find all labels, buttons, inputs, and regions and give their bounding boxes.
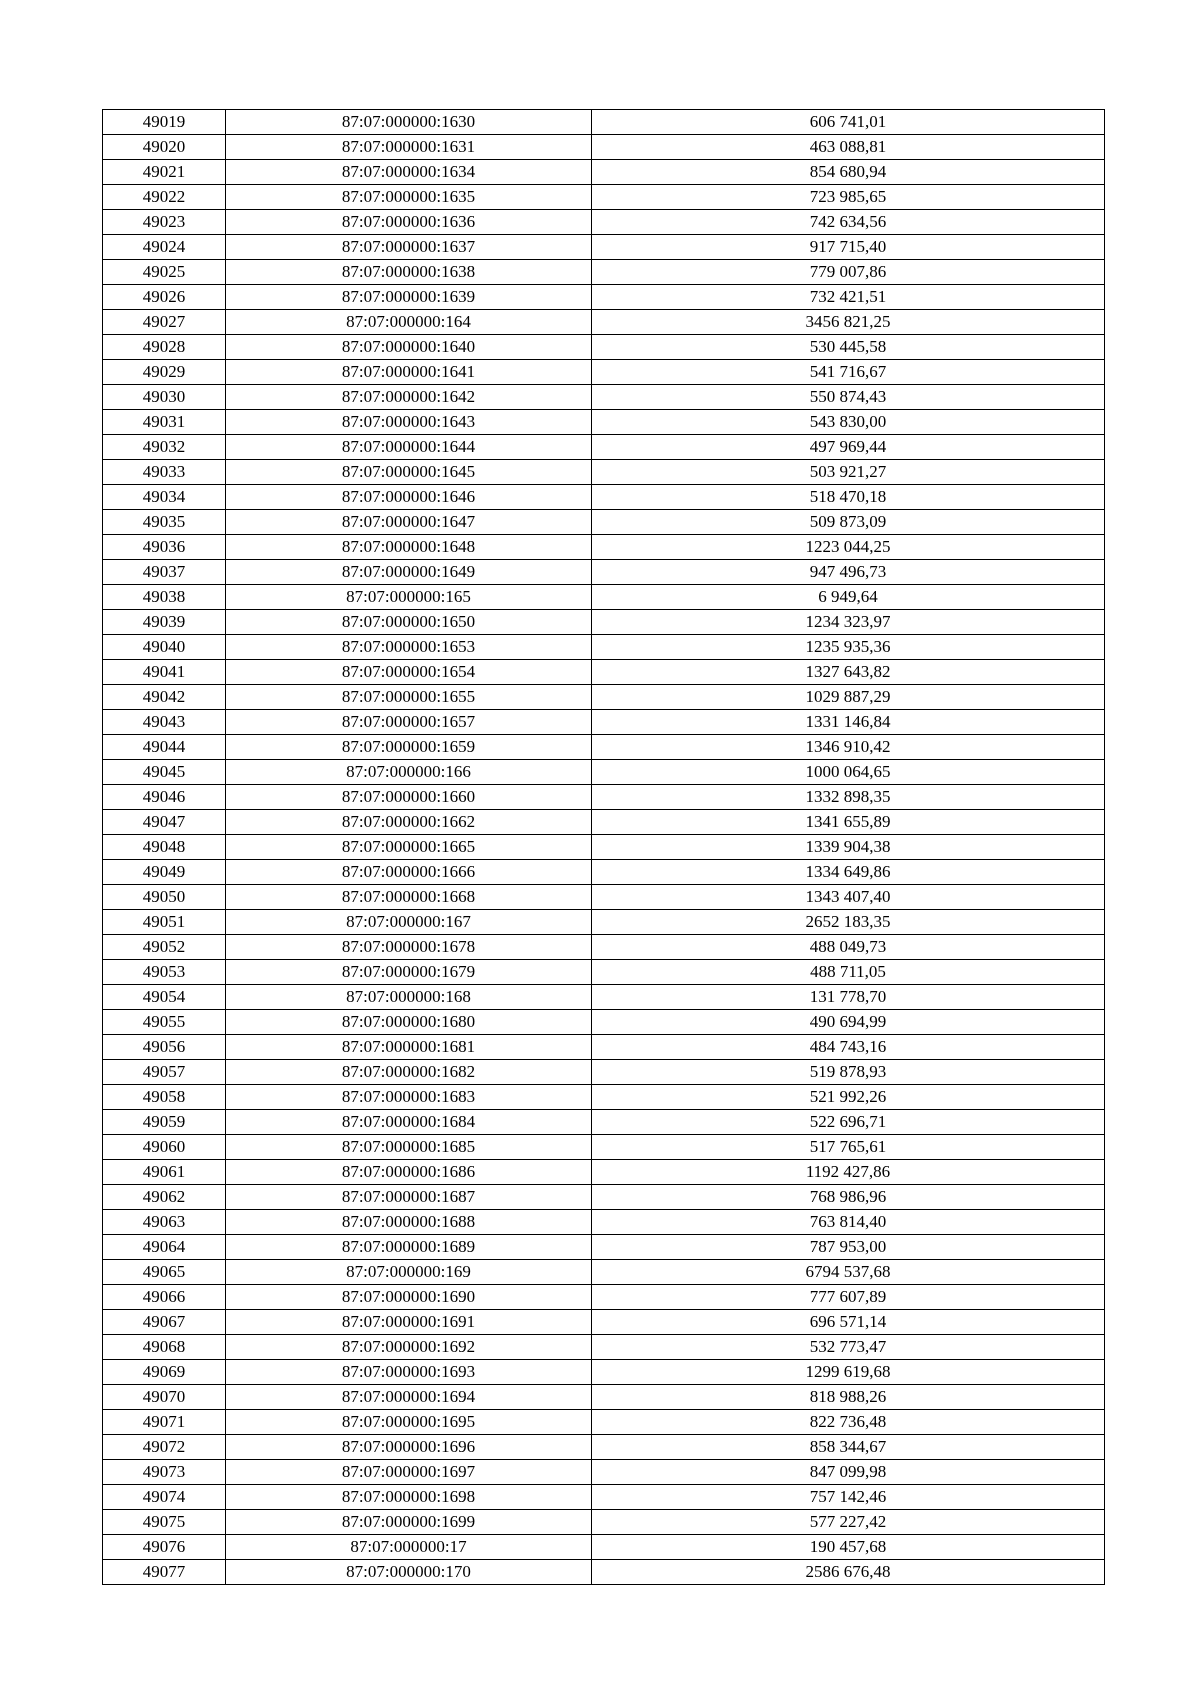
cadastral-number-cell: 87:07:000000:165 bbox=[226, 585, 592, 610]
row-number-cell: 49064 bbox=[103, 1235, 226, 1260]
row-number-cell: 49021 bbox=[103, 160, 226, 185]
row-number-cell: 49057 bbox=[103, 1060, 226, 1085]
cadastral-value-cell: 518 470,18 bbox=[592, 485, 1105, 510]
row-number-cell: 49063 bbox=[103, 1210, 226, 1235]
row-number-cell: 49071 bbox=[103, 1410, 226, 1435]
row-number-cell: 49042 bbox=[103, 685, 226, 710]
cadastral-value-cell: 530 445,58 bbox=[592, 335, 1105, 360]
table-row bbox=[103, 435, 1105, 460]
table-row bbox=[103, 1335, 1105, 1360]
table-row bbox=[103, 960, 1105, 985]
cadastral-number-cell: 87:07:000000:1694 bbox=[226, 1385, 592, 1410]
cadastral-value-cell: 1235 935,36 bbox=[592, 635, 1105, 660]
cadastral-number-cell: 87:07:000000:1642 bbox=[226, 385, 592, 410]
cadastral-number-cell: 87:07:000000:167 bbox=[226, 910, 592, 935]
cadastral-number-cell: 87:07:000000:1699 bbox=[226, 1510, 592, 1535]
row-number-cell: 49076 bbox=[103, 1535, 226, 1560]
cadastral-value-cell: 732 421,51 bbox=[592, 285, 1105, 310]
table-row bbox=[103, 1510, 1105, 1535]
row-number-cell: 49037 bbox=[103, 560, 226, 585]
table-row bbox=[103, 360, 1105, 385]
row-number-cell: 49046 bbox=[103, 785, 226, 810]
cadastral-value-cell: 190 457,68 bbox=[592, 1535, 1105, 1560]
row-number-cell: 49060 bbox=[103, 1135, 226, 1160]
table-row bbox=[103, 1085, 1105, 1110]
table-row bbox=[103, 985, 1105, 1010]
cadastral-number-cell: 87:07:000000:1693 bbox=[226, 1360, 592, 1385]
cadastral-value-cell: 723 985,65 bbox=[592, 185, 1105, 210]
cadastral-value-cell: 763 814,40 bbox=[592, 1210, 1105, 1235]
table-row bbox=[103, 1360, 1105, 1385]
row-number-cell: 49022 bbox=[103, 185, 226, 210]
row-number-cell: 49045 bbox=[103, 760, 226, 785]
cadastral-number-cell: 87:07:000000:1645 bbox=[226, 460, 592, 485]
cadastral-number-cell: 87:07:000000:169 bbox=[226, 1260, 592, 1285]
cadastral-number-cell: 87:07:000000:1681 bbox=[226, 1035, 592, 1060]
cadastral-value-cell: 854 680,94 bbox=[592, 160, 1105, 185]
table-row bbox=[103, 1560, 1105, 1585]
cadastral-value-cell: 847 099,98 bbox=[592, 1460, 1105, 1485]
table-row bbox=[103, 1260, 1105, 1285]
table-row bbox=[103, 1535, 1105, 1560]
cadastral-value-cell: 484 743,16 bbox=[592, 1035, 1105, 1060]
table-row bbox=[103, 585, 1105, 610]
table-row bbox=[103, 335, 1105, 360]
cadastral-value-cell: 6794 537,68 bbox=[592, 1260, 1105, 1285]
table-row bbox=[103, 1235, 1105, 1260]
cadastral-number-cell: 87:07:000000:164 bbox=[226, 310, 592, 335]
cadastral-value-cell: 490 694,99 bbox=[592, 1010, 1105, 1035]
table-row bbox=[103, 860, 1105, 885]
cadastral-number-cell: 87:07:000000:168 bbox=[226, 985, 592, 1010]
row-number-cell: 49049 bbox=[103, 860, 226, 885]
cadastral-value-cell: 1029 887,29 bbox=[592, 685, 1105, 710]
table-row bbox=[103, 1285, 1105, 1310]
table-row bbox=[103, 210, 1105, 235]
cadastral-value-cell: 1332 898,35 bbox=[592, 785, 1105, 810]
cadastral-value-cell: 1299 619,68 bbox=[592, 1360, 1105, 1385]
row-number-cell: 49067 bbox=[103, 1310, 226, 1335]
cadastral-number-cell: 87:07:000000:1641 bbox=[226, 360, 592, 385]
table-row bbox=[103, 635, 1105, 660]
cadastral-number-cell: 87:07:000000:1630 bbox=[226, 110, 592, 135]
cadastral-number-cell: 87:07:000000:1666 bbox=[226, 860, 592, 885]
row-number-cell: 49038 bbox=[103, 585, 226, 610]
table-row bbox=[103, 1060, 1105, 1085]
row-number-cell: 49062 bbox=[103, 1185, 226, 1210]
cadastral-number-cell: 87:07:000000:1646 bbox=[226, 485, 592, 510]
cadastral-value-cell: 696 571,14 bbox=[592, 1310, 1105, 1335]
cadastral-value-cell: 1341 655,89 bbox=[592, 810, 1105, 835]
cadastral-number-cell: 87:07:000000:1638 bbox=[226, 260, 592, 285]
cadastral-value-cell: 497 969,44 bbox=[592, 435, 1105, 460]
cadastral-number-cell: 87:07:000000:1637 bbox=[226, 235, 592, 260]
cadastral-value-cell: 818 988,26 bbox=[592, 1385, 1105, 1410]
cadastral-value-cell: 779 007,86 bbox=[592, 260, 1105, 285]
cadastral-value-cell: 917 715,40 bbox=[592, 235, 1105, 260]
cadastral-number-cell: 87:07:000000:166 bbox=[226, 760, 592, 785]
cadastral-value-cell: 787 953,00 bbox=[592, 1235, 1105, 1260]
table-body bbox=[103, 110, 1105, 1585]
row-number-cell: 49077 bbox=[103, 1560, 226, 1585]
cadastral-value-cell: 550 874,43 bbox=[592, 385, 1105, 410]
table-row bbox=[103, 1035, 1105, 1060]
table-row bbox=[103, 560, 1105, 585]
row-number-cell: 49025 bbox=[103, 260, 226, 285]
cadastral-value-cell: 463 088,81 bbox=[592, 135, 1105, 160]
row-number-cell: 49034 bbox=[103, 485, 226, 510]
cadastral-number-cell: 87:07:000000:1644 bbox=[226, 435, 592, 460]
cadastral-value-cell: 1327 643,82 bbox=[592, 660, 1105, 685]
cadastral-number-cell: 87:07:000000:1684 bbox=[226, 1110, 592, 1135]
table-row bbox=[103, 110, 1105, 135]
table-row bbox=[103, 535, 1105, 560]
table-row bbox=[103, 685, 1105, 710]
row-number-cell: 49069 bbox=[103, 1360, 226, 1385]
cadastral-number-cell: 87:07:000000:1689 bbox=[226, 1235, 592, 1260]
row-number-cell: 49055 bbox=[103, 1010, 226, 1035]
cadastral-value-cell: 503 921,27 bbox=[592, 460, 1105, 485]
row-number-cell: 49041 bbox=[103, 660, 226, 685]
cadastral-number-cell: 87:07:000000:1660 bbox=[226, 785, 592, 810]
cadastral-value-cell: 1000 064,65 bbox=[592, 760, 1105, 785]
cadastral-value-cell: 3456 821,25 bbox=[592, 310, 1105, 335]
cadastral-value-cell: 543 830,00 bbox=[592, 410, 1105, 435]
cadastral-number-cell: 87:07:000000:1687 bbox=[226, 1185, 592, 1210]
table-row bbox=[103, 735, 1105, 760]
table-row bbox=[103, 810, 1105, 835]
cadastral-value-cell: 6 949,64 bbox=[592, 585, 1105, 610]
cadastral-value-cell: 488 711,05 bbox=[592, 960, 1105, 985]
cadastral-value-cell: 757 142,46 bbox=[592, 1485, 1105, 1510]
table-row bbox=[103, 1110, 1105, 1135]
cadastral-number-cell: 87:07:000000:1636 bbox=[226, 210, 592, 235]
cadastral-number-cell: 87:07:000000:1679 bbox=[226, 960, 592, 985]
table-row bbox=[103, 1485, 1105, 1510]
table-row bbox=[103, 935, 1105, 960]
cadastral-value-table bbox=[102, 109, 1105, 1585]
cadastral-number-cell: 87:07:000000:1686 bbox=[226, 1160, 592, 1185]
table-row bbox=[103, 1385, 1105, 1410]
row-number-cell: 49019 bbox=[103, 110, 226, 135]
cadastral-value-cell: 1339 904,38 bbox=[592, 835, 1105, 860]
cadastral-value-cell: 777 607,89 bbox=[592, 1285, 1105, 1310]
cadastral-number-cell: 87:07:000000:1692 bbox=[226, 1335, 592, 1360]
table-row bbox=[103, 885, 1105, 910]
row-number-cell: 49070 bbox=[103, 1385, 226, 1410]
cadastral-number-cell: 87:07:000000:1680 bbox=[226, 1010, 592, 1035]
row-number-cell: 49020 bbox=[103, 135, 226, 160]
cadastral-number-cell: 87:07:000000:1698 bbox=[226, 1485, 592, 1510]
table-row bbox=[103, 1435, 1105, 1460]
cadastral-number-cell: 87:07:000000:1639 bbox=[226, 285, 592, 310]
cadastral-number-cell: 87:07:000000:17 bbox=[226, 1535, 592, 1560]
row-number-cell: 49051 bbox=[103, 910, 226, 935]
cadastral-number-cell: 87:07:000000:1655 bbox=[226, 685, 592, 710]
table-row bbox=[103, 660, 1105, 685]
table-row bbox=[103, 835, 1105, 860]
row-number-cell: 49047 bbox=[103, 810, 226, 835]
row-number-cell: 49050 bbox=[103, 885, 226, 910]
cadastral-value-cell: 822 736,48 bbox=[592, 1410, 1105, 1435]
cadastral-number-cell: 87:07:000000:1640 bbox=[226, 335, 592, 360]
table-row bbox=[103, 235, 1105, 260]
row-number-cell: 49032 bbox=[103, 435, 226, 460]
cadastral-number-cell: 87:07:000000:1688 bbox=[226, 1210, 592, 1235]
row-number-cell: 49024 bbox=[103, 235, 226, 260]
row-number-cell: 49054 bbox=[103, 985, 226, 1010]
table-row bbox=[103, 260, 1105, 285]
row-number-cell: 49027 bbox=[103, 310, 226, 335]
cadastral-number-cell: 87:07:000000:1685 bbox=[226, 1135, 592, 1160]
row-number-cell: 49075 bbox=[103, 1510, 226, 1535]
table-row bbox=[103, 160, 1105, 185]
table-row bbox=[103, 410, 1105, 435]
cadastral-number-cell: 87:07:000000:1682 bbox=[226, 1060, 592, 1085]
cadastral-value-cell: 577 227,42 bbox=[592, 1510, 1105, 1535]
table-row bbox=[103, 1135, 1105, 1160]
row-number-cell: 49026 bbox=[103, 285, 226, 310]
table-row bbox=[103, 1010, 1105, 1035]
cadastral-number-cell: 87:07:000000:1631 bbox=[226, 135, 592, 160]
cadastral-number-cell: 87:07:000000:1662 bbox=[226, 810, 592, 835]
row-number-cell: 49036 bbox=[103, 535, 226, 560]
cadastral-value-cell: 1343 407,40 bbox=[592, 885, 1105, 910]
cadastral-number-cell: 87:07:000000:1647 bbox=[226, 510, 592, 535]
cadastral-number-cell: 87:07:000000:1678 bbox=[226, 935, 592, 960]
cadastral-value-cell: 1223 044,25 bbox=[592, 535, 1105, 560]
cadastral-number-cell: 87:07:000000:170 bbox=[226, 1560, 592, 1585]
cadastral-number-cell: 87:07:000000:1695 bbox=[226, 1410, 592, 1435]
row-number-cell: 49039 bbox=[103, 610, 226, 635]
cadastral-value-cell: 1192 427,86 bbox=[592, 1160, 1105, 1185]
cadastral-number-cell: 87:07:000000:1668 bbox=[226, 885, 592, 910]
row-number-cell: 49059 bbox=[103, 1110, 226, 1135]
row-number-cell: 49073 bbox=[103, 1460, 226, 1485]
table-row bbox=[103, 460, 1105, 485]
cadastral-number-cell: 87:07:000000:1649 bbox=[226, 560, 592, 585]
cadastral-number-cell: 87:07:000000:1657 bbox=[226, 710, 592, 735]
row-number-cell: 49072 bbox=[103, 1435, 226, 1460]
cadastral-value-cell: 541 716,67 bbox=[592, 360, 1105, 385]
row-number-cell: 49056 bbox=[103, 1035, 226, 1060]
cadastral-number-cell: 87:07:000000:1650 bbox=[226, 610, 592, 635]
table-row bbox=[103, 1310, 1105, 1335]
cadastral-value-cell: 947 496,73 bbox=[592, 560, 1105, 585]
cadastral-number-cell: 87:07:000000:1635 bbox=[226, 185, 592, 210]
row-number-cell: 49033 bbox=[103, 460, 226, 485]
cadastral-value-cell: 131 778,70 bbox=[592, 985, 1105, 1010]
cadastral-value-cell: 858 344,67 bbox=[592, 1435, 1105, 1460]
cadastral-number-cell: 87:07:000000:1659 bbox=[226, 735, 592, 760]
cadastral-value-cell: 532 773,47 bbox=[592, 1335, 1105, 1360]
table-row bbox=[103, 785, 1105, 810]
cadastral-value-cell: 742 634,56 bbox=[592, 210, 1105, 235]
cadastral-number-cell: 87:07:000000:1653 bbox=[226, 635, 592, 660]
cadastral-value-cell: 1334 649,86 bbox=[592, 860, 1105, 885]
row-number-cell: 49053 bbox=[103, 960, 226, 985]
cadastral-value-cell: 2652 183,35 bbox=[592, 910, 1105, 935]
table-row bbox=[103, 510, 1105, 535]
cadastral-number-cell: 87:07:000000:1690 bbox=[226, 1285, 592, 1310]
row-number-cell: 49052 bbox=[103, 935, 226, 960]
row-number-cell: 49048 bbox=[103, 835, 226, 860]
row-number-cell: 49035 bbox=[103, 510, 226, 535]
table-row bbox=[103, 1185, 1105, 1210]
cadastral-value-cell: 519 878,93 bbox=[592, 1060, 1105, 1085]
cadastral-value-cell: 1234 323,97 bbox=[592, 610, 1105, 635]
cadastral-number-cell: 87:07:000000:1697 bbox=[226, 1460, 592, 1485]
cadastral-number-cell: 87:07:000000:1634 bbox=[226, 160, 592, 185]
row-number-cell: 49043 bbox=[103, 710, 226, 735]
cadastral-number-cell: 87:07:000000:1643 bbox=[226, 410, 592, 435]
cadastral-number-cell: 87:07:000000:1683 bbox=[226, 1085, 592, 1110]
cadastral-value-cell: 2586 676,48 bbox=[592, 1560, 1105, 1585]
cadastral-value-cell: 1331 146,84 bbox=[592, 710, 1105, 735]
table-row bbox=[103, 1410, 1105, 1435]
row-number-cell: 49031 bbox=[103, 410, 226, 435]
row-number-cell: 49068 bbox=[103, 1335, 226, 1360]
table-row bbox=[103, 310, 1105, 335]
cadastral-number-cell: 87:07:000000:1654 bbox=[226, 660, 592, 685]
table-row bbox=[103, 485, 1105, 510]
table-row bbox=[103, 1460, 1105, 1485]
table-row bbox=[103, 285, 1105, 310]
table-row bbox=[103, 910, 1105, 935]
row-number-cell: 49058 bbox=[103, 1085, 226, 1110]
row-number-cell: 49061 bbox=[103, 1160, 226, 1185]
row-number-cell: 49023 bbox=[103, 210, 226, 235]
cadastral-value-cell: 521 992,26 bbox=[592, 1085, 1105, 1110]
row-number-cell: 49065 bbox=[103, 1260, 226, 1285]
cadastral-value-cell: 488 049,73 bbox=[592, 935, 1105, 960]
table-row bbox=[103, 610, 1105, 635]
table-row bbox=[103, 760, 1105, 785]
row-number-cell: 49029 bbox=[103, 360, 226, 385]
cadastral-value-cell: 768 986,96 bbox=[592, 1185, 1105, 1210]
table-row bbox=[103, 1210, 1105, 1235]
cadastral-number-cell: 87:07:000000:1696 bbox=[226, 1435, 592, 1460]
row-number-cell: 49066 bbox=[103, 1285, 226, 1310]
row-number-cell: 49074 bbox=[103, 1485, 226, 1510]
cadastral-value-cell: 606 741,01 bbox=[592, 110, 1105, 135]
cadastral-number-cell: 87:07:000000:1648 bbox=[226, 535, 592, 560]
cadastral-number-cell: 87:07:000000:1665 bbox=[226, 835, 592, 860]
table-row bbox=[103, 710, 1105, 735]
table-row bbox=[103, 385, 1105, 410]
cadastral-number-cell: 87:07:000000:1691 bbox=[226, 1310, 592, 1335]
cadastral-value-cell: 509 873,09 bbox=[592, 510, 1105, 535]
row-number-cell: 49028 bbox=[103, 335, 226, 360]
table-row bbox=[103, 1160, 1105, 1185]
cadastral-value-cell: 1346 910,42 bbox=[592, 735, 1105, 760]
row-number-cell: 49040 bbox=[103, 635, 226, 660]
cadastral-value-cell: 517 765,61 bbox=[592, 1135, 1105, 1160]
row-number-cell: 49044 bbox=[103, 735, 226, 760]
table-row bbox=[103, 185, 1105, 210]
row-number-cell: 49030 bbox=[103, 385, 226, 410]
table-row bbox=[103, 135, 1105, 160]
cadastral-value-cell: 522 696,71 bbox=[592, 1110, 1105, 1135]
